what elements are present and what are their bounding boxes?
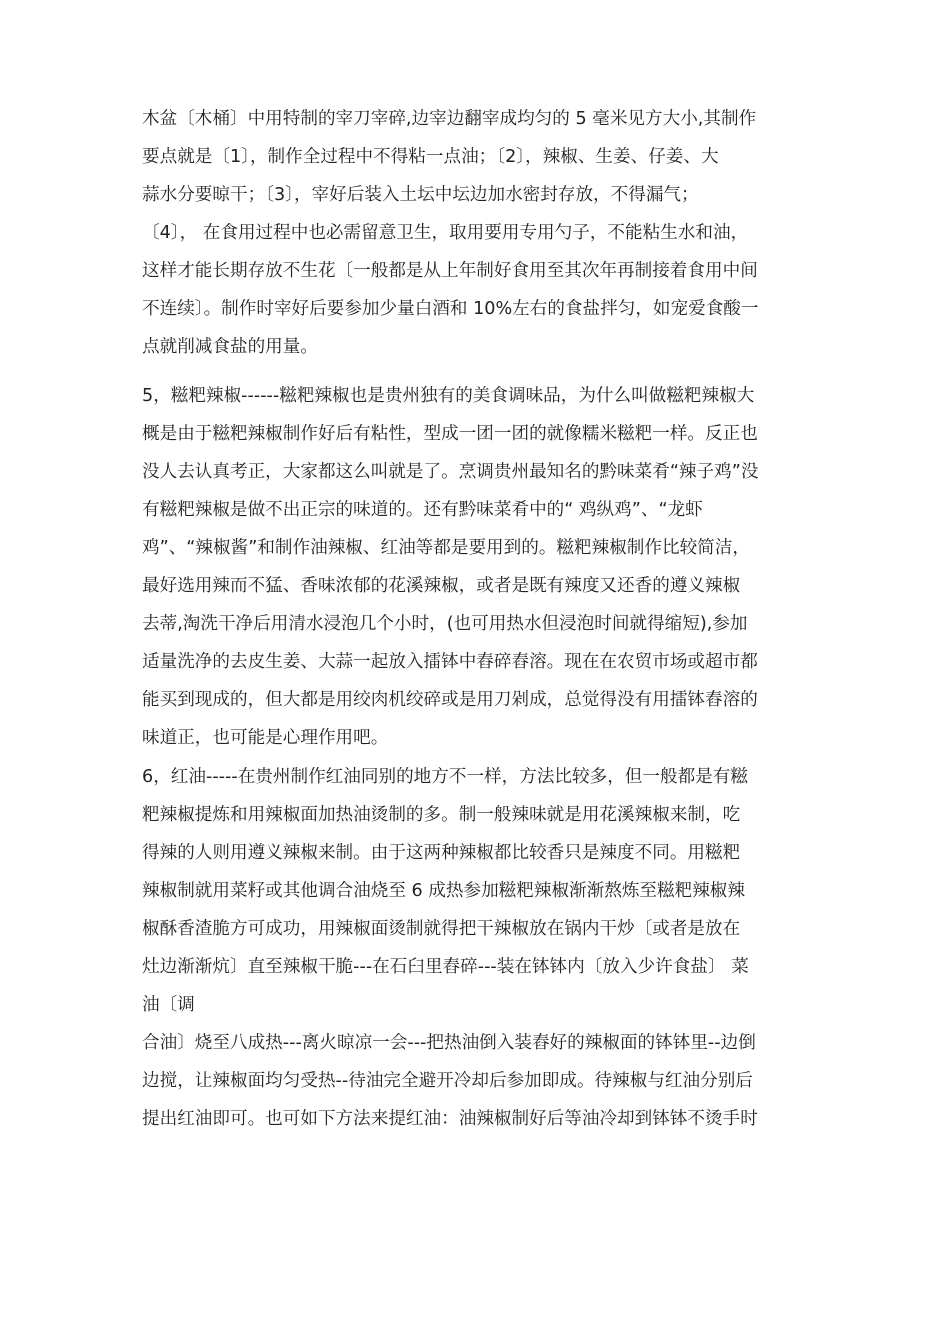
text-line: 灶边渐渐炕〕直至辣椒干脆---在石臼里舂碎---装在钵钵内〔放入少许食盐〕 菜: [142, 957, 749, 977]
text-line: 适量洗净的去皮生姜、大蒜一起放入擂钵中舂碎舂溶。现在在农贸市场或超市都: [142, 652, 758, 672]
text-line: 油〔调: [142, 995, 195, 1015]
text-line: 边搅，让辣椒面均匀受热--待油完全避开冷却后参加即成。待辣椒与红油分别后: [142, 1071, 753, 1091]
text-line: 木盆〔木桶〕中用特制的宰刀宰碎,边宰边翻宰成均匀的 5 毫米见方大小,其制作: [142, 109, 757, 129]
text-line: 点就削减食盐的用量。: [142, 337, 318, 357]
text-line: 粑辣椒提炼和用辣椒面加热油烫制的多。制一般辣味就是用花溪辣椒来制，吃: [142, 805, 741, 825]
text-line: 得辣的人则用遵义辣椒来制。由于这两种辣椒都比较香只是辣度不同。用糍粑: [142, 843, 741, 863]
text-line: 提出红油即可。也可如下方法来提红油：油辣椒制好后等油冷却到钵钵不烫手时: [142, 1109, 758, 1129]
text-line: 有糍粑辣椒是做不出正宗的味道的。还有黔味菜肴中的“ 鸡纵鸡”、“龙虾: [142, 500, 703, 520]
text-line: 能买到现成的，但大都是用绞肉机绞碎或是用刀剁成，总觉得没有用擂钵舂溶的: [142, 690, 758, 710]
text-line: 这样才能长期存放不生花〔一般都是从上年制好食用至其次年再制接着食用中间: [142, 261, 758, 281]
text-line: 合油〕烧至八成热---离火晾凉一会---把热油倒入装舂好的辣椒面的钵钵里--边倒: [142, 1033, 756, 1053]
text-line: 6，红油-----在贵州制作红油同别的地方不一样，方法比较多，但一般都是有糍: [142, 767, 748, 787]
text-line: 要点就是〔1〕，制作全过程中不得粘一点油；〔2〕，辣椒、生姜、仔姜、大: [142, 147, 719, 167]
text-line: 味道正，也可能是心理作用吧。: [142, 728, 389, 748]
text-line: 蒜水分要晾干；〔3〕，宰好后装入土坛中坛边加水密封存放，不得漏气；: [142, 185, 699, 205]
text-line: 5，糍粑辣椒------糍粑辣椒也是贵州独有的美食调味品，为什么叫做糍粑辣椒大: [142, 386, 755, 406]
text-line: 没人去认真考正，大家都这么叫就是了。烹调贵州最知名的黔味菜肴“辣子鸡”没: [142, 462, 759, 482]
text-line: 去蒂,淘洗干净后用清水浸泡几个小时，(也可用热水但浸泡时间就得缩短),参加: [142, 614, 748, 634]
text-line: 〔4〕， 在食用过程中也必需留意卫生，取用要用专用勺子，不能粘生水和油，: [142, 223, 749, 243]
text-line: 辣椒制就用菜籽或其他调合油烧至 6 成热参加糍粑辣椒渐渐熬炼至糍粑辣椒辣: [142, 881, 745, 901]
text-line: 不连续〕。制作时宰好后要参加少量白酒和 10%左右的食盐拌匀，如宠爱食酸一: [142, 299, 759, 319]
text-line: 概是由于糍粑辣椒制作好后有粘性，型成一团一团的就像糯米糍粑一样。反正也: [142, 424, 758, 444]
text-line: 鸡”、“辣椒酱”和制作油辣椒、红油等都是要用到的。糍粑辣椒制作比较简洁，: [142, 538, 750, 558]
text-line: 椒酥香渣脆方可成功，用辣椒面烫制就得把干辣椒放在锅内干炒〔或者是放在: [142, 919, 741, 939]
text-line: 最好选用辣而不猛、香味浓郁的花溪辣椒，或者是既有辣度又还香的遵义辣椒: [142, 576, 741, 596]
